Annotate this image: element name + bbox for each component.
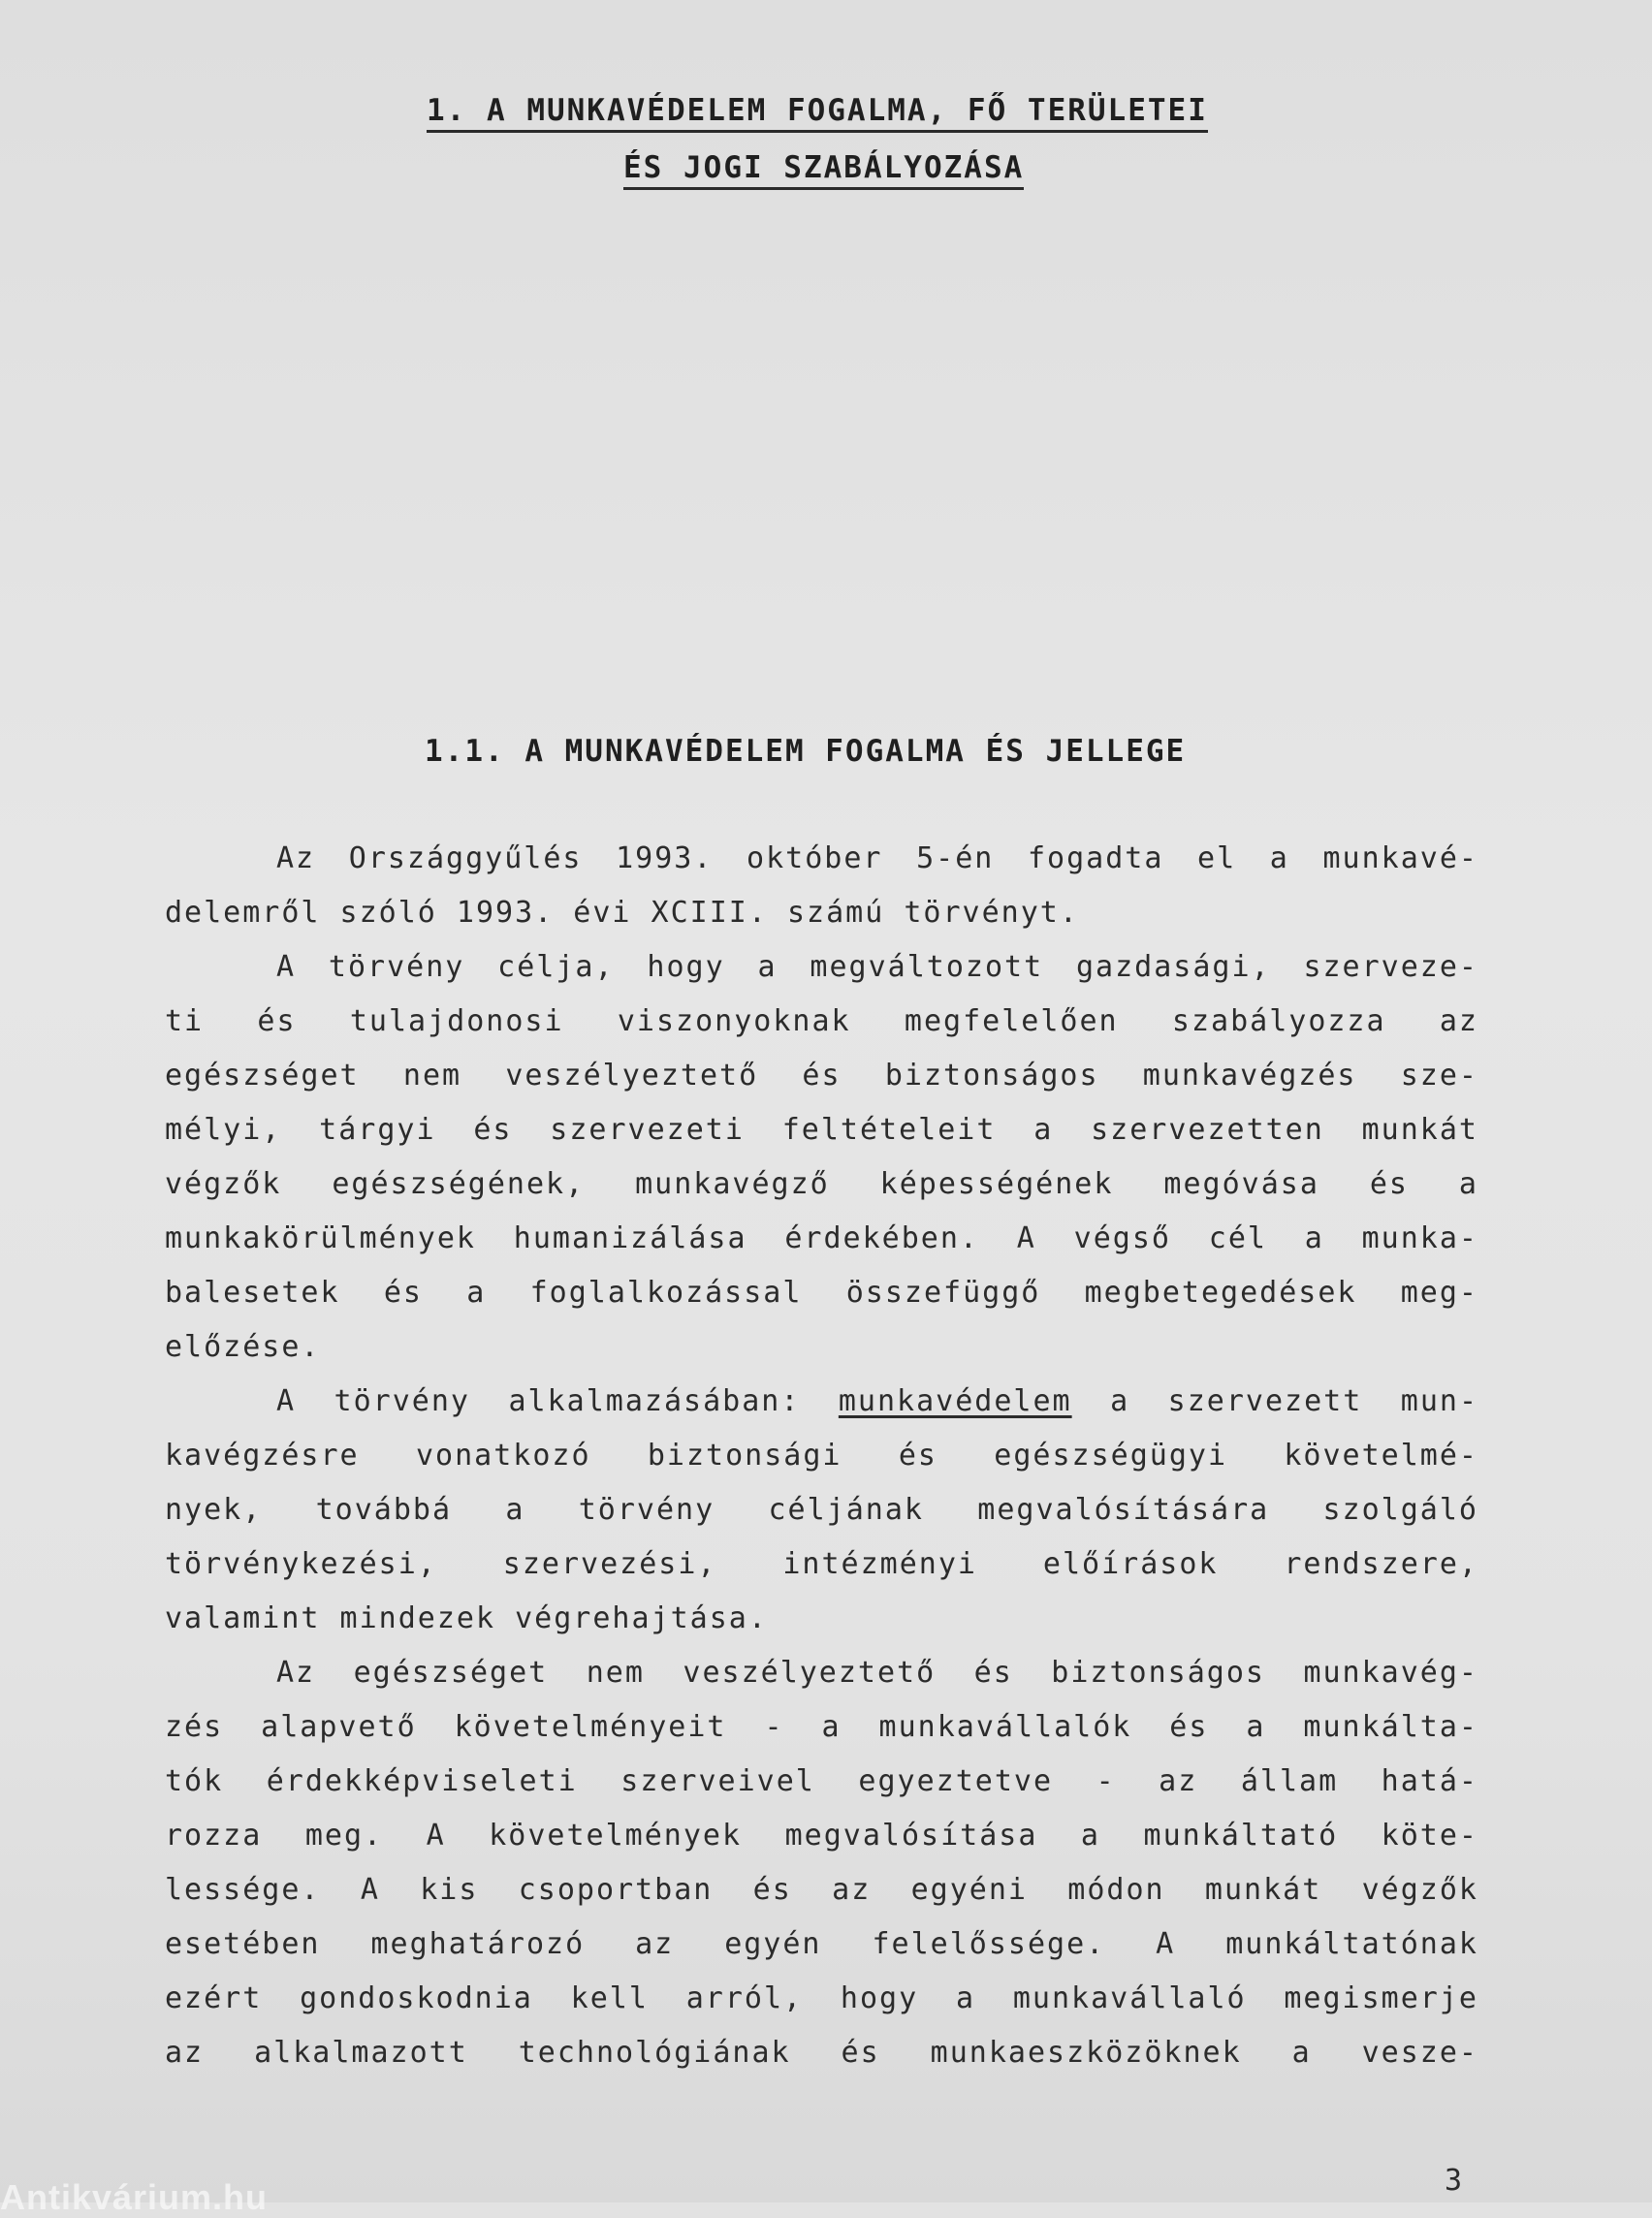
text-line: végzők egészségének, munkavégző képességének megóvása és a <box>165 1167 1478 1201</box>
line-prefix: A <box>276 1384 297 1418</box>
text-line: ti és tulajdonosi viszonyoknak megfelelően szabályozza az <box>165 1004 1478 1038</box>
text-line: előzése. <box>165 1330 321 1364</box>
page-number: 3 <box>1445 2164 1463 2198</box>
chapter-title-line-1: 1. A MUNKAVÉDELEM FOGALMA, FŐ TERÜLETEI <box>427 93 1208 133</box>
text-line: esetében meghatározó az egyén felelőssége. A munkáltatónak <box>165 1927 1478 1961</box>
chapter-title-line-2: ÉS JOGI SZABÁLYOZÁSA <box>623 150 1024 190</box>
text-line: kavégzésre vonatkozó biztonsági és egészségügyi követelmé- <box>165 1439 1478 1473</box>
text-line-with-term <box>165 1375 1478 1429</box>
text-line: zés alapvető követelményeit - a munkavállalók és a munkálta- <box>165 1710 1478 1744</box>
underlined-term: munkavédelem <box>838 1384 1072 1418</box>
section-heading: 1.1. A MUNKAVÉDELEM FOGALMA ÉS JELLEGE <box>425 734 1187 769</box>
text-line: törvénykezési, szervezési, intézményi előírások rendszere, <box>165 1547 1478 1581</box>
text-line: mélyi, tárgyi és szervezeti feltételeit a szervezetten munkát <box>165 1113 1478 1147</box>
text-line: Az Országgyűlés 1993. október 5-én fogadta el a munkavé- <box>276 841 1478 875</box>
watermark: Antikvárium.hu <box>0 2177 269 2217</box>
text-line: rozza meg. A követelmények megvalósítása a munkáltató köte- <box>165 1819 1478 1853</box>
text-line: A törvény célja, hogy a megváltozott gazdasági, szerveze- <box>276 950 1478 984</box>
line-segment: törvény alkalmazásában: <box>334 1384 801 1418</box>
text-line: tók érdekképviseleti szerveivel egyeztetve - az állam hatá- <box>165 1764 1478 1798</box>
text-line: az alkalmazott technológiának és munkaeszközöknek a vesze- <box>165 2036 1478 2070</box>
text-line: ezért gondoskodnia kell arról, hogy a munkavállaló megismerje <box>165 1981 1478 2015</box>
chapter-title <box>0 93 1652 190</box>
text-line: delemről szóló 1993. évi XCIII. számú törvényt. <box>165 896 1079 930</box>
text-line: egészséget nem veszélyeztető és biztonságos munkavégzés sze- <box>165 1059 1478 1093</box>
text-line: lessége. A kis csoportban és az egyéni módon munkát végzők <box>165 1873 1478 1907</box>
line-segment: a szervezett mun- <box>1110 1384 1478 1418</box>
body-text <box>165 832 1478 2080</box>
text-line: nyek, továbbá a törvény céljának megvalósítására szolgáló <box>165 1493 1478 1527</box>
text-line: munkakörülmények humanizálása érdekében. A végső cél a munka- <box>165 1221 1478 1255</box>
text-line: balesetek és a foglalkozással összefüggő megbetegedések meg- <box>165 1276 1478 1310</box>
text-line: Az egészséget nem veszélyeztető és biztonságos munkavég- <box>276 1656 1478 1690</box>
text-line: valamint mindezek végrehajtása. <box>165 1601 768 1635</box>
